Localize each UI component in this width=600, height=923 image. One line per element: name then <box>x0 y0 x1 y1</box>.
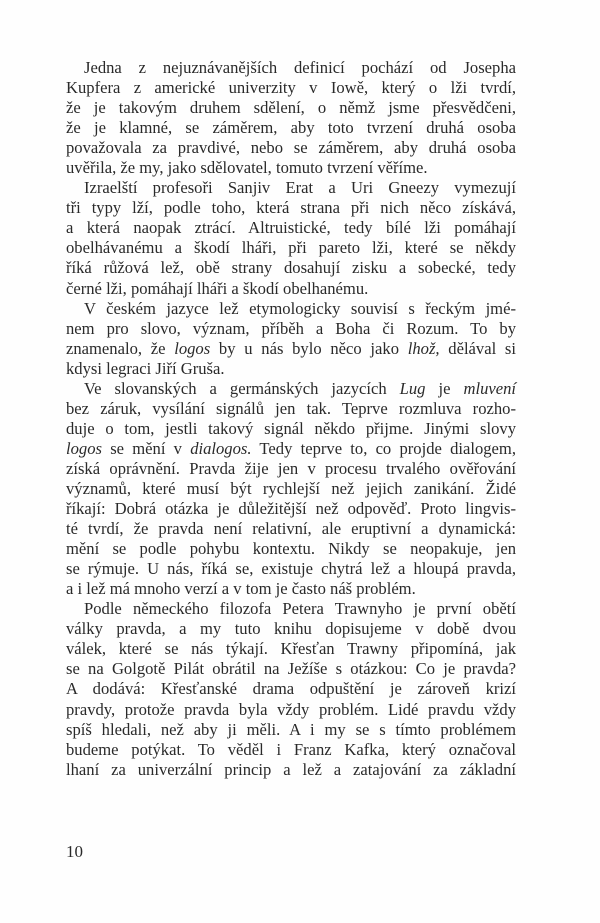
text-run: dělával si <box>439 338 516 358</box>
text-line: a i lež má mnoho verzí a v tom je často náš problém. <box>66 579 416 599</box>
text-run: by u nás bylo něco jako <box>210 338 408 358</box>
text-line: se na Golgotě Pilát obrátil na Ježíše s otázkou: Co je pravda? <box>66 659 516 679</box>
text-line: A dodává: Křesťanské drama odpuštění je zároveň krizí <box>66 679 516 699</box>
paragraph-5 <box>66 599 516 779</box>
text-line: spíš hledali, než aby ji měli. A i my se s tímto problémem <box>66 719 516 739</box>
text-line: že je klamné, se záměrem, aby toto tvrzení druhá osoba <box>66 118 516 138</box>
text-line: války pravda, a my tuto knihu dopisujeme v době dvou <box>66 619 516 639</box>
text-line: se rýmuje. U nás, říká se, existuje chytrá lež a hloupá pravda, <box>66 559 516 579</box>
text-line: lhaní za univerzální princip a lež a zatajování za základní <box>66 759 516 779</box>
text-line: říkají: Dobrá otázka je důležitější než odpověď. Proto lingvis- <box>66 499 516 519</box>
text-line: tři typy lží, podle toho, která strana při nich něco získává, <box>66 198 516 218</box>
italic-term-dialogos: dialogos. <box>190 438 252 458</box>
text-line <box>66 379 516 399</box>
text-run: znamenalo, že <box>66 338 175 358</box>
text-line: Jedna z nejuznávanějších definicí pochází od Josepha <box>84 58 516 77</box>
paragraph-1 <box>66 58 516 178</box>
text-line: Kupfera z americké univerzity v Iowě, který o lži tvrdí, <box>66 78 516 98</box>
italic-term-logos: logos <box>66 438 102 458</box>
paragraph-4 <box>66 379 516 600</box>
text-line: černé lži, pomáhají lháři a škodí obelhanému. <box>66 278 369 298</box>
text-line: nem pro slovo, význam, příběh a Boha či Rozum. To by <box>66 318 516 338</box>
body-text <box>66 58 516 780</box>
italic-term-mluveni: mluvení <box>463 378 516 398</box>
text-line: Izraelští profesoři Sanjiv Erat a Uri Gneezy vymezují <box>84 178 516 198</box>
text-line: kdysi legraci Jiří Gruša. <box>66 358 225 378</box>
text-line: významů, které musí být rychlejší než jejich zanikání. Židé <box>66 478 516 498</box>
text-line: říká růžová lež, obě strany dosahují zisku a sobecké, tedy <box>66 258 516 278</box>
paragraph-2 <box>66 178 516 298</box>
text-run: je <box>425 378 464 398</box>
text-line: uvěřila, že my, jako sdělovatel, tomuto tvrzení věříme. <box>66 158 428 178</box>
page-number: 10 <box>66 842 83 861</box>
text-line: pravdy, protože pravda byla vždy problém. Lidé pravdu vždy <box>66 699 516 719</box>
text-line: válek, které se nás týkají. Křesťan Trawny připomíná, jak <box>66 639 516 659</box>
text-line: duje o tom, jestli takový signál někdo přijme. Jinými slovy <box>66 418 516 438</box>
text-run: Ve slovanských a germánských jazycích <box>84 378 400 398</box>
text-line: té tvrdí, že pravda není relativní, ale eruptivní a dynamická: <box>66 519 516 539</box>
text-line <box>66 439 516 459</box>
text-line: že je takovým druhem sdělení, o němž jsme přesvědčeni, <box>66 98 516 118</box>
italic-term-lhoz: lhož, <box>407 338 440 358</box>
text-line: budeme potýkat. To věděl i Franz Kafka, který označoval <box>66 739 516 759</box>
text-line <box>66 339 516 359</box>
text-line: bez záruk, vysílání signálů jen tak. Teprve rozmluva rozho- <box>66 398 516 418</box>
text-run: Tedy teprve to, co projde dialogem, <box>251 438 516 458</box>
italic-term-logos: logos <box>174 338 211 358</box>
text-line: Podle německého filozofa Petera Trawnyho je první obětí <box>84 599 516 619</box>
text-run: se mění v <box>101 438 191 458</box>
text-line: považovala za pravdivé, nebo se záměrem, aby druhá osoba <box>66 138 516 158</box>
text-line: a která naopak ztrácí. Altruistické, tedy bílé lži pomáhají <box>66 218 516 238</box>
italic-term-lug: Lug <box>399 378 426 398</box>
text-line: získá oprávnění. Pravda žije jen v procesu trvalého ověřování <box>66 458 516 478</box>
text-line: V českém jazyce lež etymologicky souvisí s řeckým jmé- <box>84 298 516 318</box>
text-line: mění se podle pohybu kontextu. Nikdy se neopakuje, jen <box>66 539 516 559</box>
text-line: obelhávanému a škodí lháři, při pareto lži, které se někdy <box>66 238 516 258</box>
paragraph-3 <box>66 299 516 379</box>
